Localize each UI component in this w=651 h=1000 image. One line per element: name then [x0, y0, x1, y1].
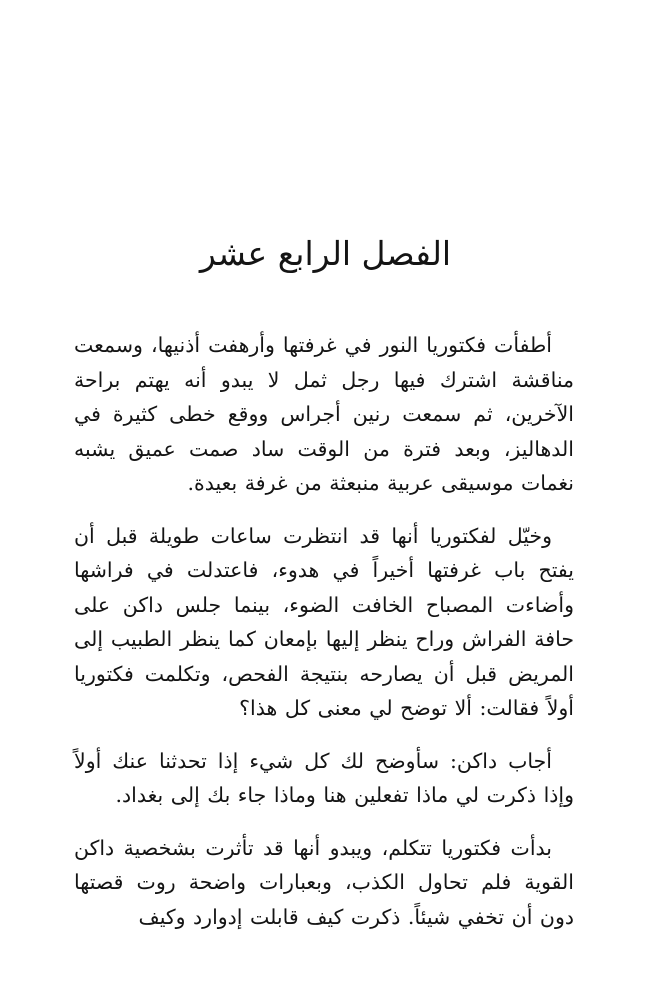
paragraph: أطفأت فكتوريا النور في غرفتها وأرهفت أذنيها، وسمعت مناقشة اشترك فيها رجل ثمل لا يبدو أنه يهتم براحة الآخرين، ثم سمعت رنين أجراس ووقع خطى كثيرة في الدهاليز، وبعد فترة من الوقت ساد صمت عميق يشبه نغمات موسيقى عربية منبعثة من غرفة بعيدة.	[74, 333, 574, 495]
paragraph: وخيّل لفكتوريا أنها قد انتظرت ساعات طويلة قبل أن يفتح باب غرفتها أخيراً في هدوء، فاعتدلت في فراشها وأضاءت المصباح الخافت الضوء، بينما جلس داكن على حافة الفراش وراح ينظر إليها بإمعان كما ينظر الطبيب إلى المريض قبل أن يصارحه بنتيجة الفحص، وتكلمت فكتوريا أولاً فقالت: ألا توضح لي معنى كل هذا؟	[74, 523, 574, 720]
chapter-title: الفصل الرابع عشر	[199, 234, 452, 273]
chapter-body	[74, 328, 574, 952]
paragraph: أجاب داكن: سأوضح لك كل شيء إذا تحدثنا عنك أولاً وإذا ذكرت لي ماذا تفعلين هنا وماذا جاء بك إلى بغداد.	[74, 748, 574, 807]
paragraph: بدأت فكتوريا تتكلم، ويبدو أنها قد تأثرت بشخصية داكن القوية فلم تحاول الكذب، وبعبارات واضحة روت قصتها دون أن تخفي شيئاً. ذكرت كيف قابلت إدوارد وكيف	[74, 835, 574, 929]
